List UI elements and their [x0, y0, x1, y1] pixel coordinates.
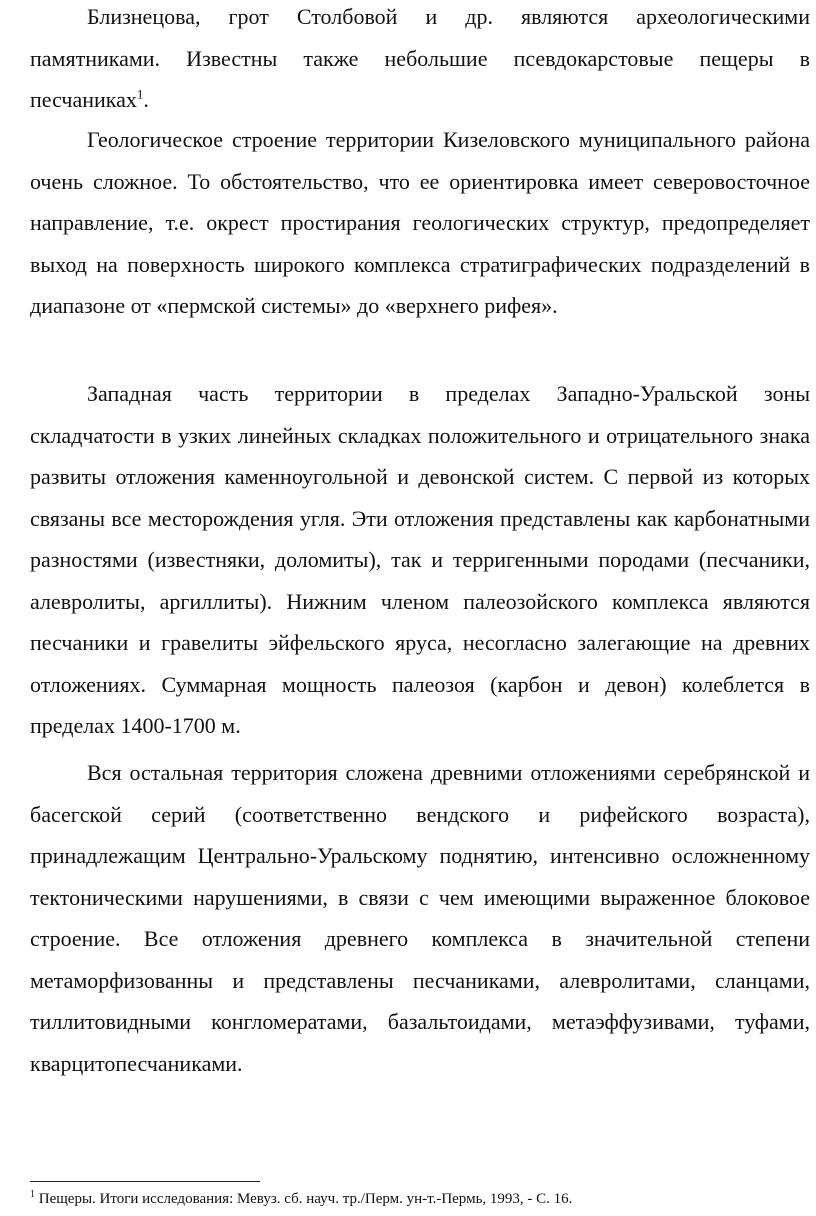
footnote-separator: [30, 1181, 260, 1182]
footnote-text: Пещеры. Итоги исследования: Мевуз. сб. науч. тр./Перм. ун-т.-Пермь, 1993, - С. 16.: [35, 1191, 573, 1207]
paragraph-1: [30, 0, 810, 121]
paragraph-2: Геологическое строение территории Кизеловского муниципального района очень сложное. То обстоятельство, что ее ориентировка имеет северовосточное направление, т.е. окрест простирания геологических структур, предопределяет выход на поверхность широкого комплекса стратиграфических подразделений в диапазоне от «пермской системы» до «верхнего рифея».: [30, 127, 810, 318]
paragraph-3: Западная часть территории в пределах Западно-Уральской зоны складчатости в узких линейных складках положительного и отрицательного знака развиты отложения каменноугольной и девонской систем. С первой из которых связаны все месторождения угля. Эти отложения представлены как карбонатными разностями (известняки, доломиты), так и терригенными породами (песчаники, алевролиты, аргиллиты). Нижним членом палеозойского комплекса являются песчаники и гравелиты эйфельского яруса, несогласно залегающие на древних отложениях. Суммарная мощность палеозоя (карбон и девон) колеблется в пределах 1400-1700 м.: [30, 381, 810, 738]
paragraph-1-end: .: [143, 87, 149, 112]
footnote-marker: 1: [30, 1189, 35, 1200]
paragraph-1-text: Близнецова, грот Столбовой и др. являются археологическими памятниками. Известны также небольшие псевдокарстовые пещеры в песчаниках: [30, 4, 810, 112]
footnote-reference[interactable]: 1: [136, 86, 144, 102]
footnote: [30, 1189, 572, 1209]
paragraph-4: Вся остальная территория сложена древними отложениями серебрянской и басегской серий (соответственно вендского и рифейского возраста), принадлежащим Центрально-Уральскому поднятию, интенсивно осложненному тектоническими нарушениями, в связи с чем имеющими выраженное блоковое строение. Все отложения древнего комплекса в значительной степени метаморфизованны и представлены песчаниками, алевролитами, сланцами, тиллитовидными конгломератами, базальтоидами, метаэффузивами, туфами, кварцитопесчаниками.: [30, 760, 810, 1076]
